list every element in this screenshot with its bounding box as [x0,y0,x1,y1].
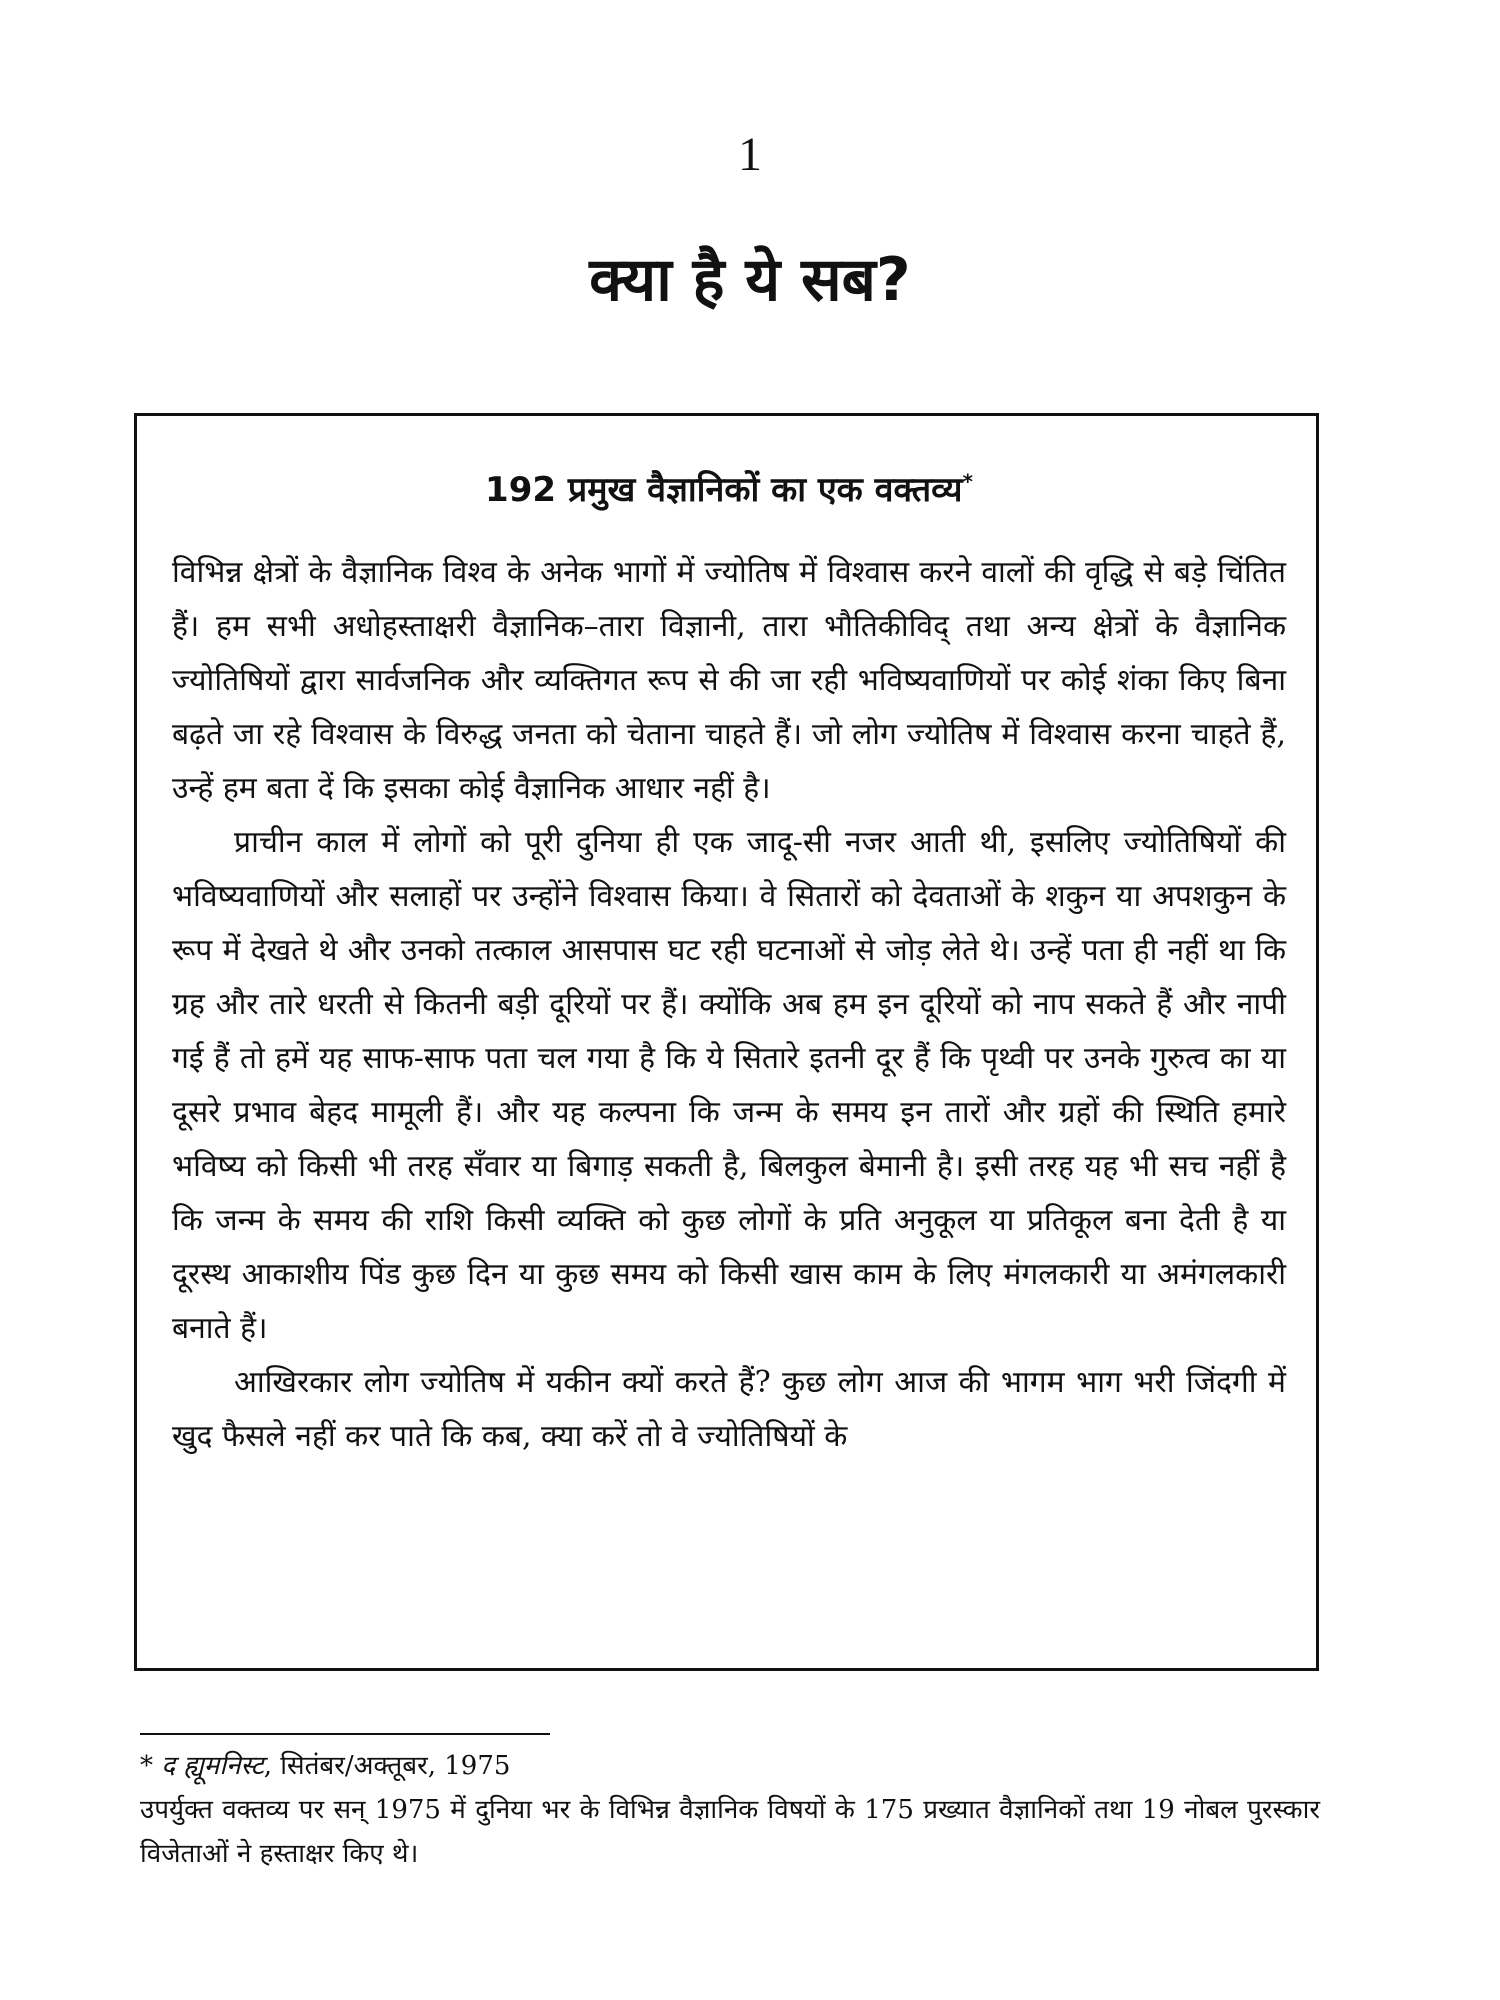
footnote-source-date: , सितंबर/अक्तूबर, 1975 [263,1751,511,1781]
statement-box [134,413,1319,1671]
footnote-rule [140,1733,550,1735]
paragraph-2: प्राचीन काल में लोगों को पूरी दुनिया ही एक जादू-सी नजर आती थी, इसलिए ज्योतिषियों की भविष्यवाणियों और सलाहों पर उन्होंने विश्वास किया। वे सितारों को देवताओं के शकुन या अपशकुन के रूप में देखते थे और उनको तत्काल आसपास घट रही घटनाओं से जोड़ लेते थे। उन्हें पता ही नहीं था कि ग्रह और तारे धरती से कितनी बड़ी दूरियों पर हैं। क्योंकि अब हम इन दूरियों को नाप सकते हैं और नापी गई हैं तो हमें यह साफ-साफ पता चल गया है कि ये सितारे इतनी दूर हैं कि पृथ्वी पर उनके गुरुत्व का या दूसरे प्रभाव बेहद मामूली हैं। और यह कल्पना कि जन्म के समय इन तारों और ग्रहों की स्थिति हमारे भविष्य को किसी भी तरह सँवार या बिगाड़ सकती है, बिलकुल बेमानी है। इसी तरह यह भी सच नहीं है कि जन्म के समय की राशि किसी व्यक्ति को कुछ लोगों के प्रति अनुकूल या प्रतिकूल बना देती है या दूरस्थ आकाशीय पिंड कुछ दिन या कुछ समय को किसी खास काम के लिए मंगलकारी या अमंगलकारी बनाते हैं। [172,825,1286,1346]
footnotes [140,1744,1320,1876]
statement-heading-text: 192 प्रमुख वैज्ञानिकों का एक वक्तव्य [485,470,963,510]
footnote-source-title: द ह्यूमनिस्ट [161,1751,264,1781]
paragraph-3: आखिरकार लोग ज्योतिष में यकीन क्यों करते हैं? कुछ लोग आज की भागम भाग भरी जिंदगी में खुद फैसले नहीं कर पाते कि कब, क्या करें तो वे ज्योतिषियों के [172,1365,1286,1454]
chapter-title: क्या है ये सब? [589,245,911,315]
footnote-mark: * [140,1751,153,1781]
footnote-note: उपर्युक्त वक्तव्य पर सन् 1975 में दुनिया भर के विभिन्न वैज्ञानिक विषयों के 175 प्रख्यात वैज्ञानिकों तथा 19 नोबल पुरस्कार विजेताओं ने हस्ताक्षर किए थे। [140,1795,1320,1869]
chapter-number: 1 [738,128,762,181]
paragraph-1: विभिन्न क्षेत्रों के वैज्ञानिक विश्व के अनेक भागों में ज्योतिष में विश्वास करने वालों की वृद्धि से बड़े चिंतित हैं। हम सभी अधोहस्ताक्षरी वैज्ञानिक–तारा विज्ञानी, तारा भौतिकीविद् तथा अन्य क्षेत्रों के वैज्ञानिक ज्योतिषियों द्वारा सार्वजनिक और व्यक्तिगत रूप से की जा रही भविष्यवाणियों पर कोई शंका किए बिना बढ़ते जा रहे विश्वास के विरुद्ध जनता को चेताना चाहते हैं। जो लोग ज्योतिष में विश्वास करना चाहते हैं, उन्हें हम बता दें कि इसका कोई वैज्ञानिक आधार नहीं है। [172,555,1286,806]
statement-heading [172,464,1286,516]
footnote-source [140,1744,1320,1788]
footnote-reference-mark: * [962,469,973,494]
